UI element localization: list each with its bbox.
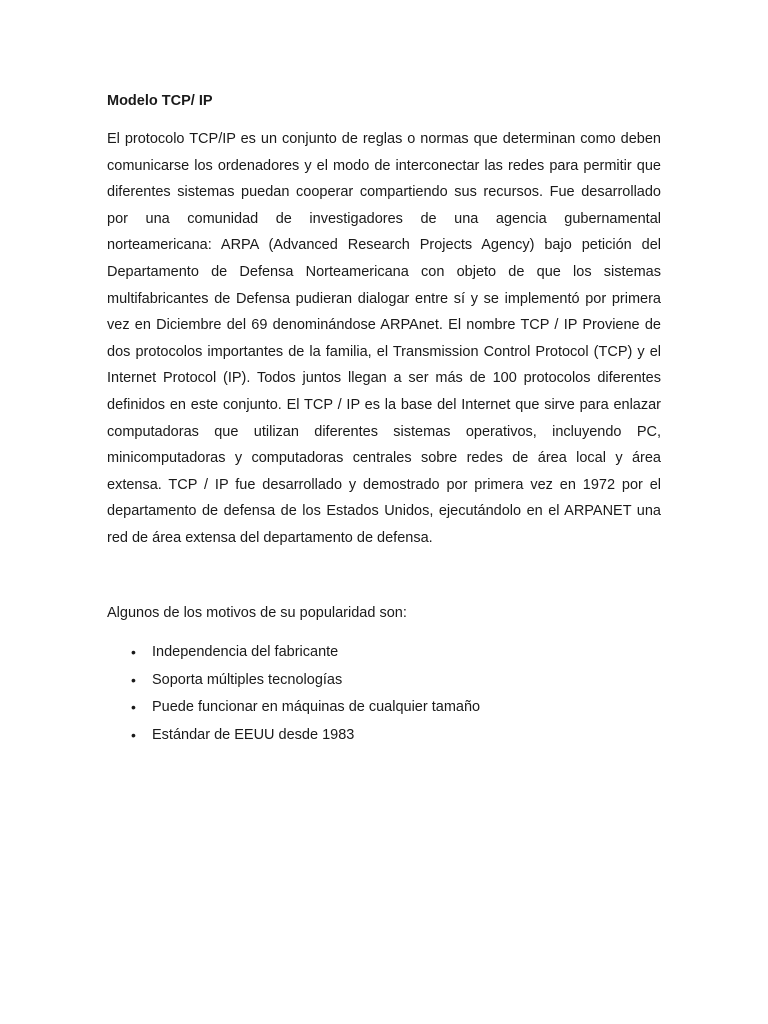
- list-item-text: Puede funcionar en máquinas de cualquier tamaño: [152, 699, 481, 716]
- list-item-text: Soporta múltiples tecnologías: [152, 671, 343, 688]
- list-item-text: Estándar de EEUU desde 1983: [152, 727, 355, 744]
- bullet-icon: •: [131, 644, 136, 660]
- document-title: Modelo TCP/ IP: [107, 93, 213, 109]
- bullet-icon: •: [131, 671, 136, 688]
- body-paragraph: El protocolo TCP/IP es un conjunto de reglas o normas que determinan como deben comunicarse los ordenadores y el modo de interconectar las redes para permitir que diferentes sistemas puedan cooperar compartiendo sus recursos. Fue desarrollado por una comunidad de investigadores de una agencia gubernamental norteamericana: ARPA (Advanced Research Projects Agency) bajo petición del Departamento de Defensa Norteamericana con objeto de que los sistemas multifabricantes de Defensa pudieran dialogar entre sí y se implementó por primera vez en Diciembre del 69 denominándose ARPAnet. El nombre TCP / IP Proviene de dos protocolos importantes de la familia, el Transmission Control Protocol (TCP) y el Internet Protocol (IP). Todos juntos llegan a ser más de 100 protocolos diferentes definidos en este conjunto. El TCP / IP es la base del Internet que sirve para enlazar computadoras que utilizan diferentes sistemas operativos, incluyendo PC, minicomputadoras y computadoras centrales sobre redes de área local y área extensa. TCP / IP fue desarrollado y demostrado por primera vez en 1972 por el departamento de defensa de los Estados Unidos, ejecutándolo en el ARPANET una red de área extensa del departamento de defensa.: [107, 131, 661, 546]
- list-item-text: Independencia del fabricante: [152, 644, 339, 660]
- bullet-icon: •: [131, 727, 136, 744]
- list-intro: Algunos de los motivos de su popularidad son:: [107, 605, 407, 621]
- bullet-icon: •: [131, 699, 136, 716]
